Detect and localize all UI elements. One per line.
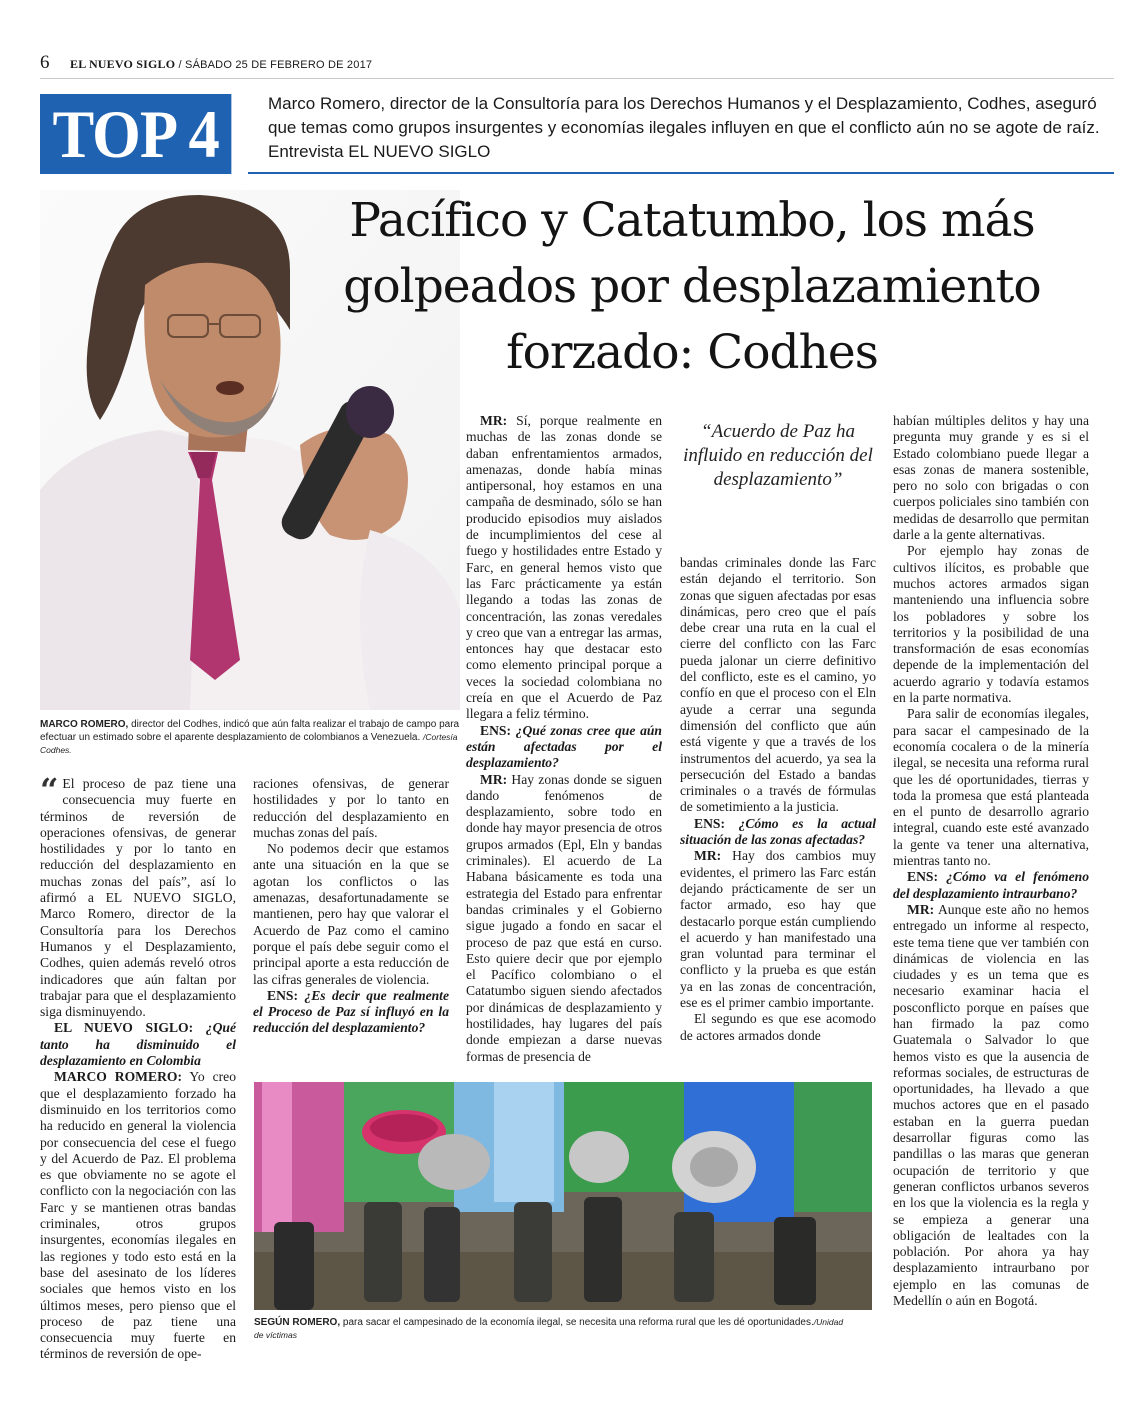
answer-label: MR: xyxy=(907,901,935,917)
question-label: ENS: xyxy=(480,722,511,738)
article-answer xyxy=(680,848,876,1011)
article-question xyxy=(893,869,1089,902)
question-label: ENS: xyxy=(267,987,298,1003)
photo2-caption-name: SEGÚN ROMERO, xyxy=(254,1317,341,1328)
answer-label: MR: xyxy=(480,413,508,428)
question-label: EL NUEVO SIGLO: xyxy=(54,1020,194,1036)
photo2-caption-credit: /Unidad de víctimas xyxy=(254,1317,844,1340)
article-column-1 xyxy=(40,771,236,1363)
article-column-3 xyxy=(466,413,662,1065)
question-text: ¿Es decir que realmente el Proceso de Paz sí influyó en la reducción del desplazamiento? xyxy=(253,987,449,1036)
answer-text: Yo creo que el desplazamiento forzado ha disminuido en los territorios como ha reducido en general la violencia por consecuencia del cese el fuego y del Acuerdo de Paz. El problema es que obviamente no se agote el conflicto con la negociación con las Farc y se mantienen otras bandas criminales, otros grupos insurgentes, economías ilegales en las regiones y todo esto está en la base del asesinato de los líderes sociales que hemos visto en los últimos meses, pero pienso que el proceso de paz tiene una consecuencia muy fuerte en términos de reversión de ope- xyxy=(40,1069,236,1362)
article-answer xyxy=(466,413,662,723)
question-text: ¿Cómo va el fenómeno del desplazamiento intraurbano? xyxy=(893,869,1089,901)
article-answer xyxy=(466,772,662,1065)
photo-displaced-people xyxy=(254,1082,872,1310)
article-column-5 xyxy=(893,413,1089,1309)
photo1-caption-name: MARCO ROMERO, xyxy=(40,719,129,730)
answer-text: Hay zonas donde se siguen dando fenómenos de desplazamiento, sobre todo en donde hay mayor presencia de otros grupos armados (Epl, Eln y bandas criminales). El acuerdo de La Habana básicamente es toda una estrategia del Estado para enfrentar bandas criminales y el Gobierno sigue jugado a fondo en sacar el proceso de paz que está en curso. Esto quiere decir que por ejemplo el Pacífico colombiano o el Catatumbo siguen siendo afectados por dinámicas de desplazamiento y hostilidades, hay lugares del país donde empiezan a darse nuevas formas de presencia de xyxy=(466,771,662,1064)
photo-displaced-people-illustration xyxy=(254,1082,872,1310)
photo2-caption xyxy=(254,1316,854,1342)
answer-text: Hay dos cambios muy evidentes, el primero las Farc están dejando prácticamente de ser un factor armado, eso hay que destacarlo porque están cumpliendo el acuerdo y han manifestado una gran voluntad para terminar el conflicto y la prueba es que están ya en las zonas de concentración, ese es el primer cambio importante. xyxy=(680,848,876,1011)
article-answer xyxy=(40,1069,236,1362)
photo1-caption-text: director del Codhes, indicó que aún falta realizar el trabajo de campo para efectuar un estimado sobre el aparente desplazamiento de colombianos a Venezuela. xyxy=(40,719,460,743)
pull-quote: “Acuerdo de Paz ha influido en reducción del desplazamiento” xyxy=(683,421,873,490)
article-question xyxy=(253,988,449,1037)
headline xyxy=(268,188,1116,386)
header-title xyxy=(70,57,372,72)
article-paragraph: bandas criminales donde las Farc están dejando el territorio. Son zonas que siguen afectadas por esas dinámicas, pero creo que el país debe crear una ruta en la cual el cierre del conflicto con las Farc pueda jalonar un cierre definitivo del conflicto, este es el camino, yo confío en que el proceso con el Eln ayude a cerrar una segunda dimensión del conflicto que aún está vigente y que a través de los instrumentos del acuerdo, ya sea la persecución del Estado a bandas criminales o a través de fórmulas de sometimiento a la justicia. xyxy=(680,555,876,815)
intro-text: Marco Romero, director de la Consultoría para los Derechos Humanos y el Desplazamiento, Codhes, aseguró que temas como grupos insurgentes y economías ilegales influyen en que el conflicto aún no se agote de raíz. Entrevista EL NUEVO SIGLO xyxy=(268,94,1100,161)
article-paragraph xyxy=(40,771,236,1020)
article-lead-text: El proceso de paz tiene una consecuencia muy fuerte en términos de reversión de operaciones ofensivas, de generar hostilidades y por lo tanto en reducción del desplazamiento en muchas zonas del país”, así lo afirmó a EL NUEVO SIGLO, Marco Romero, director de la Consultoría para los Derechos Humanos y el Desplazamiento, Codhes, quien además reveló otros indicadores que aún faltan por trabajar para que el desplazamiento siga disminuyendo. xyxy=(40,776,236,1020)
page-header xyxy=(40,52,1114,79)
page-number: 6 xyxy=(40,52,50,73)
article-paragraph: Para salir de economías ilegales, para sacar el campesinado de la economía cocalera o de la minería ilegal, se necesita una reforma rural que les dé oportunidades, tierras y toda la promesa que está planteada en el punto de desarrollo agrario integral, cuando este esté avanzado la gente va tener una alternativa, mientras tanto no. xyxy=(893,706,1089,869)
open-quote-mark: “ xyxy=(40,771,59,809)
article-paragraph: Por ejemplo hay zonas de cultivos ilícitos, es probable que muchos actores armados sigan manteniendo una influencia sobre los pobladores y sobre los territorios y la posibilidad de una transformación de esas economías depende de la implementación del acuerdo agrario y todavía estamos en la parte normativa. xyxy=(893,543,1089,706)
article-answer xyxy=(893,902,1089,1309)
photo1-caption-credit: /Cortesía Codhes. xyxy=(40,732,458,755)
article-question xyxy=(40,1020,236,1069)
article-question xyxy=(466,723,662,772)
answer-text: Aunque este año no hemos entregado un informe al respecto, este tema tiene que ver también con dinámicas de violencia en las ciudades y es un tema que es necesario examinar hacia el posconflicto porque en países que han firmado la paz como Guatemala o Salvador lo que hemos visto es que la ausencia de reformas sociales, de estructuras de oportunidades, ha llevado a que muchos actores que en el pasado estaban en la guerra puedan desarrollar figuras como las pandillas o las maras que generan ocupación de territorio y que generan conflictos urbanos severos en los que la violencia es la regla y se empieza a generar una obligación de lealtades con la población. Por ahora ya hay desplazamiento intraurbano por ejemplo en las comunas de Medellín o aún en Bogotá. xyxy=(893,901,1089,1309)
article-column-2 xyxy=(253,776,449,1037)
article-column-4 xyxy=(680,555,876,1044)
question-label: ENS: xyxy=(694,815,725,831)
question-label: ENS: xyxy=(907,869,938,885)
question-text: ¿Qué zonas cree que aún están afectadas por el desplazamiento? xyxy=(466,722,662,771)
article-paragraph: No podemos decir que estamos ante una situación en la que se agotan los conflictos o las amenazas, desafortunadamente se mantienen, pero hay que valorar el Acuerdo de Paz como el camino porque el país debe seguir como el principal aporte a esta reducción de las cifras generales de violencia. xyxy=(253,841,449,987)
question-text: ¿Cómo es la actual situación de las zonas afectadas? xyxy=(680,815,876,848)
question-text: ¿Qué tanto ha disminuido el desplazamiento en Colombia xyxy=(40,1020,236,1069)
photo2-caption-text: para sacar el campesinado de la economía ilegal, se necesita una reforma rural que les dé oportunidades. xyxy=(340,1317,814,1328)
section-badge: TOP 4 xyxy=(40,94,231,174)
answer-label: MR: xyxy=(480,771,508,787)
answer-text: Sí, porque realmente en muchas de las zonas donde se daban enfrentamientos armados, amenazas, donde había minas antipersonal, hoy estamos en una campaña de desminado, sólo se han producido episodios muy aislados de incumplimientos del cese al fuego y hostilidades entre Estado y Farc, en general hemos visto que las Farc prácticamente ya están llegando a todas las zonas de concentración, las zonas veredales y creo que van a entregar las armas, entonces hay que destacar esto como elemento principal porque a veces la sociedad colombiana no creía en que el Acuerdo de Paz llegara a feliz término. xyxy=(466,413,662,722)
section-rule xyxy=(248,172,1114,174)
article-paragraph: El segundo es que ese acomodo de actores armados donde xyxy=(680,1011,876,1043)
headline-line-2: golpeados por desplazamiento xyxy=(343,259,1041,314)
article-paragraph: raciones ofensivas, de generar hostilidades y por lo tanto en reducción del desplazamiento en muchas zonas del país. xyxy=(253,776,449,840)
header-date: / SÁBADO 25 DE FEBRERO DE 2017 xyxy=(175,59,373,71)
paper-name: EL NUEVO SIGLO xyxy=(70,57,176,71)
article-question xyxy=(680,816,876,849)
answer-label: MR: xyxy=(694,848,722,864)
answer-label: MARCO ROMERO: xyxy=(54,1069,182,1085)
photo1-caption xyxy=(40,718,460,757)
headline-line-3: forzado: Codhes xyxy=(506,325,878,380)
article-paragraph: habían múltiples delitos y hay una pregunta muy grande y es si el Estado colombiano puede llegar a esas zonas de manera sostenible, pero no solo con brigadas o con cuerpos policiales sino también con medidas de desarrollo que permitan darle a la gente alternativas. xyxy=(893,413,1089,543)
headline-line-1: Pacífico y Catatumbo, los más xyxy=(349,193,1035,248)
